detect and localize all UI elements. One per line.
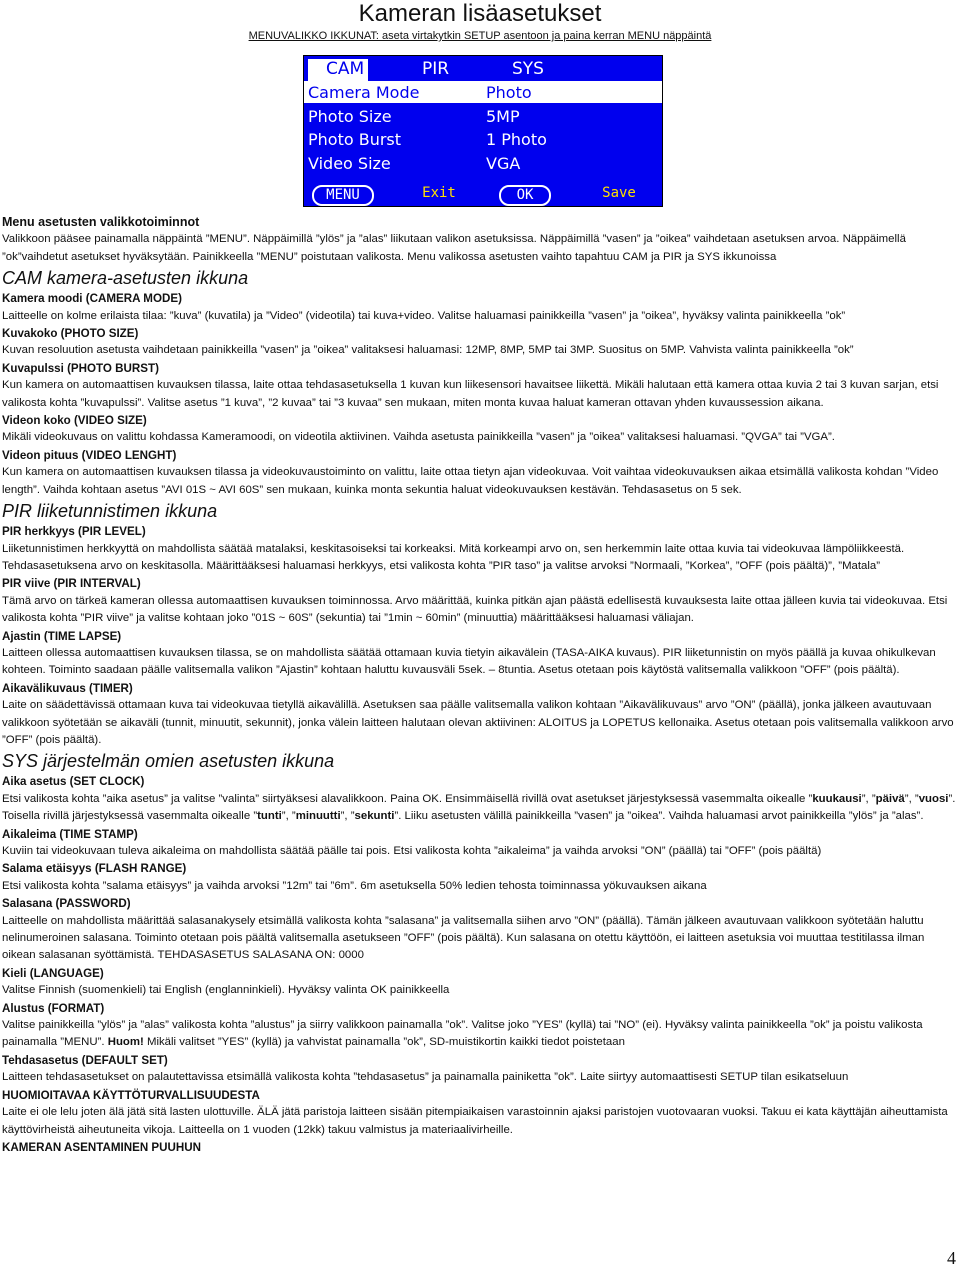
bold-run: minuutti — [295, 810, 341, 823]
menu-ops-text: Valikkoon pääsee painamalla näppäintä ”MENU”. Näppäimillä ”ylös” ja ”alas” liikutaan valikon asetuksissa. Näppäimillä ”vasen” ja ”oikea” vaihdetaan asetuksen arvoa. Näppäimellä ”ok”vaihdetut asetukset hyväksytään. Painikkeella ”MENU” poistutaan valikosta. Menu valikossa asetusten vaihto tapahtuu CAM ja PIR ja SYS ikkunoissa — [2, 233, 906, 263]
page-number: 4 — [947, 1248, 956, 1268]
text-run: ”, ” — [340, 810, 355, 823]
exit-label: Exit — [422, 185, 456, 201]
save-label: Save — [602, 185, 636, 201]
format-text — [2, 1017, 958, 1052]
menu-row-label: Photo Burst — [308, 130, 402, 149]
video-size-heading: Videon koko (VIDEO SIZE) — [2, 414, 147, 428]
menu-row-video-size — [304, 152, 662, 174]
menu-row-label: Video Size — [308, 154, 391, 173]
password-text: Laitteelle on mahdollista määrittää salasanakysely etsimällä valikosta kohta ”salasana” ja valitsemalla siihen arvo ”ON” (päällä). Tämän jälkeen avautuvaan valikkoon syötetään haluttu nelinumeroinen salasana. Toiminto otetaan pois päältä valitsemalla asetukseen ”OFF” (pois päältä). Kun salasana on otettu käyttöön, ei laitteen asetuksia voi muuttaa testitilassa ilman oikean salasanan syöttämistä. TEHDASASETUS SALASANA ON: 0000 — [2, 914, 925, 962]
pir-interval-heading: PIR viive (PIR INTERVAL) — [2, 577, 141, 591]
menu-tab-sys: SYS — [512, 59, 544, 79]
text-run: ”, ” — [861, 792, 876, 805]
video-length-heading: Videon pituus (VIDEO LENGHT) — [2, 448, 177, 462]
bold-run: vuosi — [918, 792, 949, 805]
time-stamp-heading: Aikaleima (TIME STAMP) — [2, 827, 138, 841]
language-text: Valitse Finnish (suomenkieli) tai English (englanninkieli). Hyväksy valinta OK painikkeella — [2, 984, 450, 997]
bold-run: päivä — [875, 792, 905, 805]
timer-text: Laite on säädettävissä ottamaan kuva tai videokuvaa tietyllä aikavälillä. Asetuksen saa päälle valitsemalla valikon kohtaan ”Aikavälikuvaus” arvo ”ON” (päällä), jonka jälkeen avautuvaan valikkoon syötetään se aikaväli (tunnit, minuutit, sekunnit), jonka välein laitteen halutaan olevan aktiivinen: ALOITUS ja LOPETUS kellonaika. Asetus otetaan pois valitsemalla valikkoon arvo ”OFF” (pois päältä). — [2, 699, 954, 746]
timer-heading: Aikavälikuvaus (TIMER) — [2, 681, 133, 695]
text-run: ”. Toisella rivillä järjestyksessä vasemmalta oikealle ” — [2, 792, 956, 823]
ok-button: OK — [499, 185, 551, 206]
format-heading: Alustus (FORMAT) — [2, 1001, 105, 1015]
mounting-heading: KAMERAN ASENTAMINEN PUUHUN — [2, 1140, 202, 1154]
pir-level-text: Liiketunnistimen herkkyyttä on mahdollista säätää matalaksi, keskitasoiseksi tai korkeaksi. Mitä korkeampi arvo on, sen herkemmin laite ottaa kuvia tai videokuvaa lämpöliikkeestä. Tehdasasetuksena arvo on keskitasolla. Määrittääksesi haluamasi herkkyys, etsi valikosta kohta ”PIR taso” ja valitse arvoksi ”Normaali, ”Korkea”, ”OFF (pois päältä)”, ”Matala” — [2, 542, 905, 572]
photo-size-heading: Kuvakoko (PHOTO SIZE) — [2, 327, 139, 341]
bold-run: sekunti — [354, 810, 395, 823]
menu-tab-cam: CAM — [308, 59, 368, 81]
set-clock-heading: Aika asetus (SET CLOCK) — [2, 775, 145, 789]
bold-run: tunti — [257, 810, 282, 823]
video-length-text: Kun kamera on automaattisen kuvauksen tilassa ja videokuvaustoiminto on valittu, laite ottaa tietyn ajan videokuvaa. Voit vaihtaa videokuvauksen aikaa etsimällä valikosta kohdan ”Video length”. Vaihda kohtaan asetus ”AVI 01S ~ AVI 60S” sen mukaan, kuinka monta sekuntia haluat videokuvauksen kestävän. Tehdasasetus on 5 sek. — [2, 466, 939, 496]
menu-row-value: Photo — [486, 83, 532, 102]
page-subtitle: MENUVALIKKO IKKUNAT: aseta virtakytkin SETUP asentoon ja paina kerran MENU näppäintä — [248, 30, 712, 42]
document-body — [2, 214, 958, 1156]
menu-footer — [304, 185, 662, 205]
camera-mode-text: Laitteelle on kolme erilaista tilaa: ”kuva” (kuvatila) ja ”Video” (videotila) tai kuva+video. Valitse haluamasi painikkeilla ”vasen” ja ”oikea”, hyväksy valinta painikkeella ”ok” — [2, 309, 846, 322]
camera-mode-heading: Kamera moodi (CAMERA MODE) — [2, 292, 182, 306]
pir-level-heading: PIR herkkyys (PIR LEVEL) — [2, 525, 146, 539]
menu-row-photo-size — [304, 105, 662, 127]
password-heading: Salasana (PASSWORD) — [2, 897, 131, 911]
flash-range-text: Etsi valikosta kohta ”salama etäisyys” ja vaihda arvoksi ”12m” tai ”6m”. 6m asetuksella 50% ledien tehosta toiminnassa yökuvauksen aikana — [2, 879, 707, 892]
language-heading: Kieli (LANGUAGE) — [2, 966, 104, 980]
text-run: Mikäli valitset ”YES” (kyllä) ja vahvistat painamalla ”ok”, SD-muistikortin kaikki tiedot poistetaan — [143, 1036, 625, 1049]
safety-heading: HUOMIOITAVAA KÄYTTÖTURVALLISUUDESTA — [2, 1088, 260, 1102]
photo-burst-text: Kun kamera on automaattisen kuvauksen tilassa, laite ottaa tehdasasetuksella 1 kuvan kun liikesensori havaitsee liikettä. Mikäli halutaan että kamera ottaa kuvia 2 tai 3 kuvan sarjan, etsi valikosta kohta ”kuvapulssi”. Valitse asetus ”1 kuva”, ”2 kuvaa” tai ”3 kuvaa” sen mukaan, miten monta kuvaa haluat kameran ottavan yhden kuvaussession aikana. — [2, 379, 939, 409]
pir-section-heading: PIR liiketunnistimen ikkuna — [2, 501, 218, 522]
menu-row-label: Photo Size — [308, 107, 392, 126]
safety-text: Laite ei ole lelu joten älä jätä sitä lasten ulottuville. ÄLÄ jätä paristoja laitteen sisään pitempiaikaisen varastoinnin ajaksi paristojen vuotovaaran vuoksi. Takuu ei kata käyttäjän aiheuttamista käyttövirheistä aiheutuneita vikoja. Laitteella on 1 vuoden (12kk) takuu valmistus ja materiaalivirheille. — [2, 1106, 948, 1136]
menu-row-label: Camera Mode — [308, 83, 420, 102]
set-clock-text — [2, 791, 958, 826]
sys-section-heading: SYS järjestelmän omien asetusten ikkuna — [2, 751, 335, 772]
text-run: ”. Liiku asetusten välillä painikkeilla ”vasen” ja ”oikea”. Vaihda haluamasi arvot painikkeilla ”ylös” ja ”alas”. — [394, 810, 924, 823]
text-run: Valitse painikkeilla ”ylös” ja ”alas” valikosta kohta ”alustus” ja siirry valikkoon painamalla ”ok”. Valitse joko ”YES” (kyllä) tai ”NO” (ei). Hyväksy valinta painikkeella ”ok” ja poistu valikosta painamalla ”MENU”. — [2, 1019, 923, 1049]
menu-ops-heading: Menu asetusten valikkotoiminnot — [2, 215, 200, 229]
time-lapse-heading: Ajastin (TIME LAPSE) — [2, 629, 122, 643]
menu-row-value: 1 Photo — [486, 130, 547, 149]
flash-range-heading: Salama etäisyys (FLASH RANGE) — [2, 862, 187, 876]
default-set-heading: Tehdasasetus (DEFAULT SET) — [2, 1053, 168, 1067]
bold-run: Huom! — [107, 1036, 144, 1049]
video-size-text: Mikäli videokuvaus on valittu kohdassa Kameramoodi, on videotila aktiivinen. Vaihda asetusta painikkeilla ”vasen” ja ”oikea” valitaksesi haluamasi. ”QVGA” tai ”VGA”. — [2, 431, 835, 444]
photo-burst-heading: Kuvapulssi (PHOTO BURST) — [2, 361, 159, 375]
photo-size-text: Kuvan resoluution asetusta vaihdetaan painikkeilla ”vasen” ja ”oikea” valitaksesi haluamasi: 12MP, 8MP, 5MP tai 3MP. Suositus on 5MP. Vahvista valinta painikkeella ”ok” — [2, 344, 854, 357]
menu-row-camera-mode — [304, 81, 662, 103]
time-stamp-text: Kuviin tai videokuvaan tuleva aikaleima on mahdollista säätää päälle tai pois. Etsi valikosta kohta ”aikaleima” ja vaihda arvoksi ”ON” (päällä) tai ”OFF” (pois päältä) — [2, 845, 822, 857]
menu-row-value: 5MP — [486, 107, 520, 126]
text-run: ”, ” — [904, 792, 919, 805]
menu-tab-pir: PIR — [422, 59, 450, 79]
text-run: Etsi valikosta kohta ”aika asetus” ja valitse ”valinta” siirtyäksesi alavalikkoon. Paina OK. Ensimmäisellä rivillä ovat asetukset järjestyksessä vasemmalta oikealle ” — [2, 792, 813, 805]
time-lapse-text: Laitteen ollessa automaattisen kuvauksen tilassa, se on mahdollista säätää ottamaan kuvia tietyin aikavälein (TASA-AIKA kuvaus). PIR liiketunnistin on myös päällä ja kuvaa ohikulkevan kohteen. Toiminto saadaan päälle valitsemalla valikon ”Ajastin” kohtaan haluttu kuvausväli 5sek. – 8tuntia. Asetus otetaan pois käytöstä valitsemalla valikkoon ”OFF” (pois päältä). — [2, 646, 936, 677]
pir-interval-text: Tämä arvo on tärkeä kameran ollessa automaattisen kuvauksen toiminnossa. Arvo määrittää, kuinka pitkän ajan päästä edellisestä kuvauksesta laite ottaa jälleen kuvia tai videokuvaa. Etsi valikosta kohta ”PIR viive” ja valitse kohtaan joko ”01S ~ 60S” (sekuntia) tai ”1min ~ 60min” (minuuttia) määrittääksesi haluamasi väliajan. — [2, 594, 948, 625]
bold-run: kuukausi — [812, 792, 862, 805]
menu-row-value: VGA — [486, 154, 521, 173]
camera-menu-screenshot — [303, 55, 663, 207]
text-run: ”, ” — [281, 810, 296, 823]
menu-row-photo-burst — [304, 128, 662, 150]
default-set-text: Laitteen tehdasasetukset on palautettavissa etsimällä valikosta kohta ”tehdasasetus” ja painamalla painiketta ”ok”. Laite siirtyy automaattisesti SETUP tilan esikatseluun — [2, 1071, 849, 1084]
cam-section-heading: CAM kamera-asetusten ikkuna — [2, 268, 249, 289]
menu-button: MENU — [312, 185, 374, 206]
page-title: Kameran lisäasetukset — [358, 0, 602, 27]
